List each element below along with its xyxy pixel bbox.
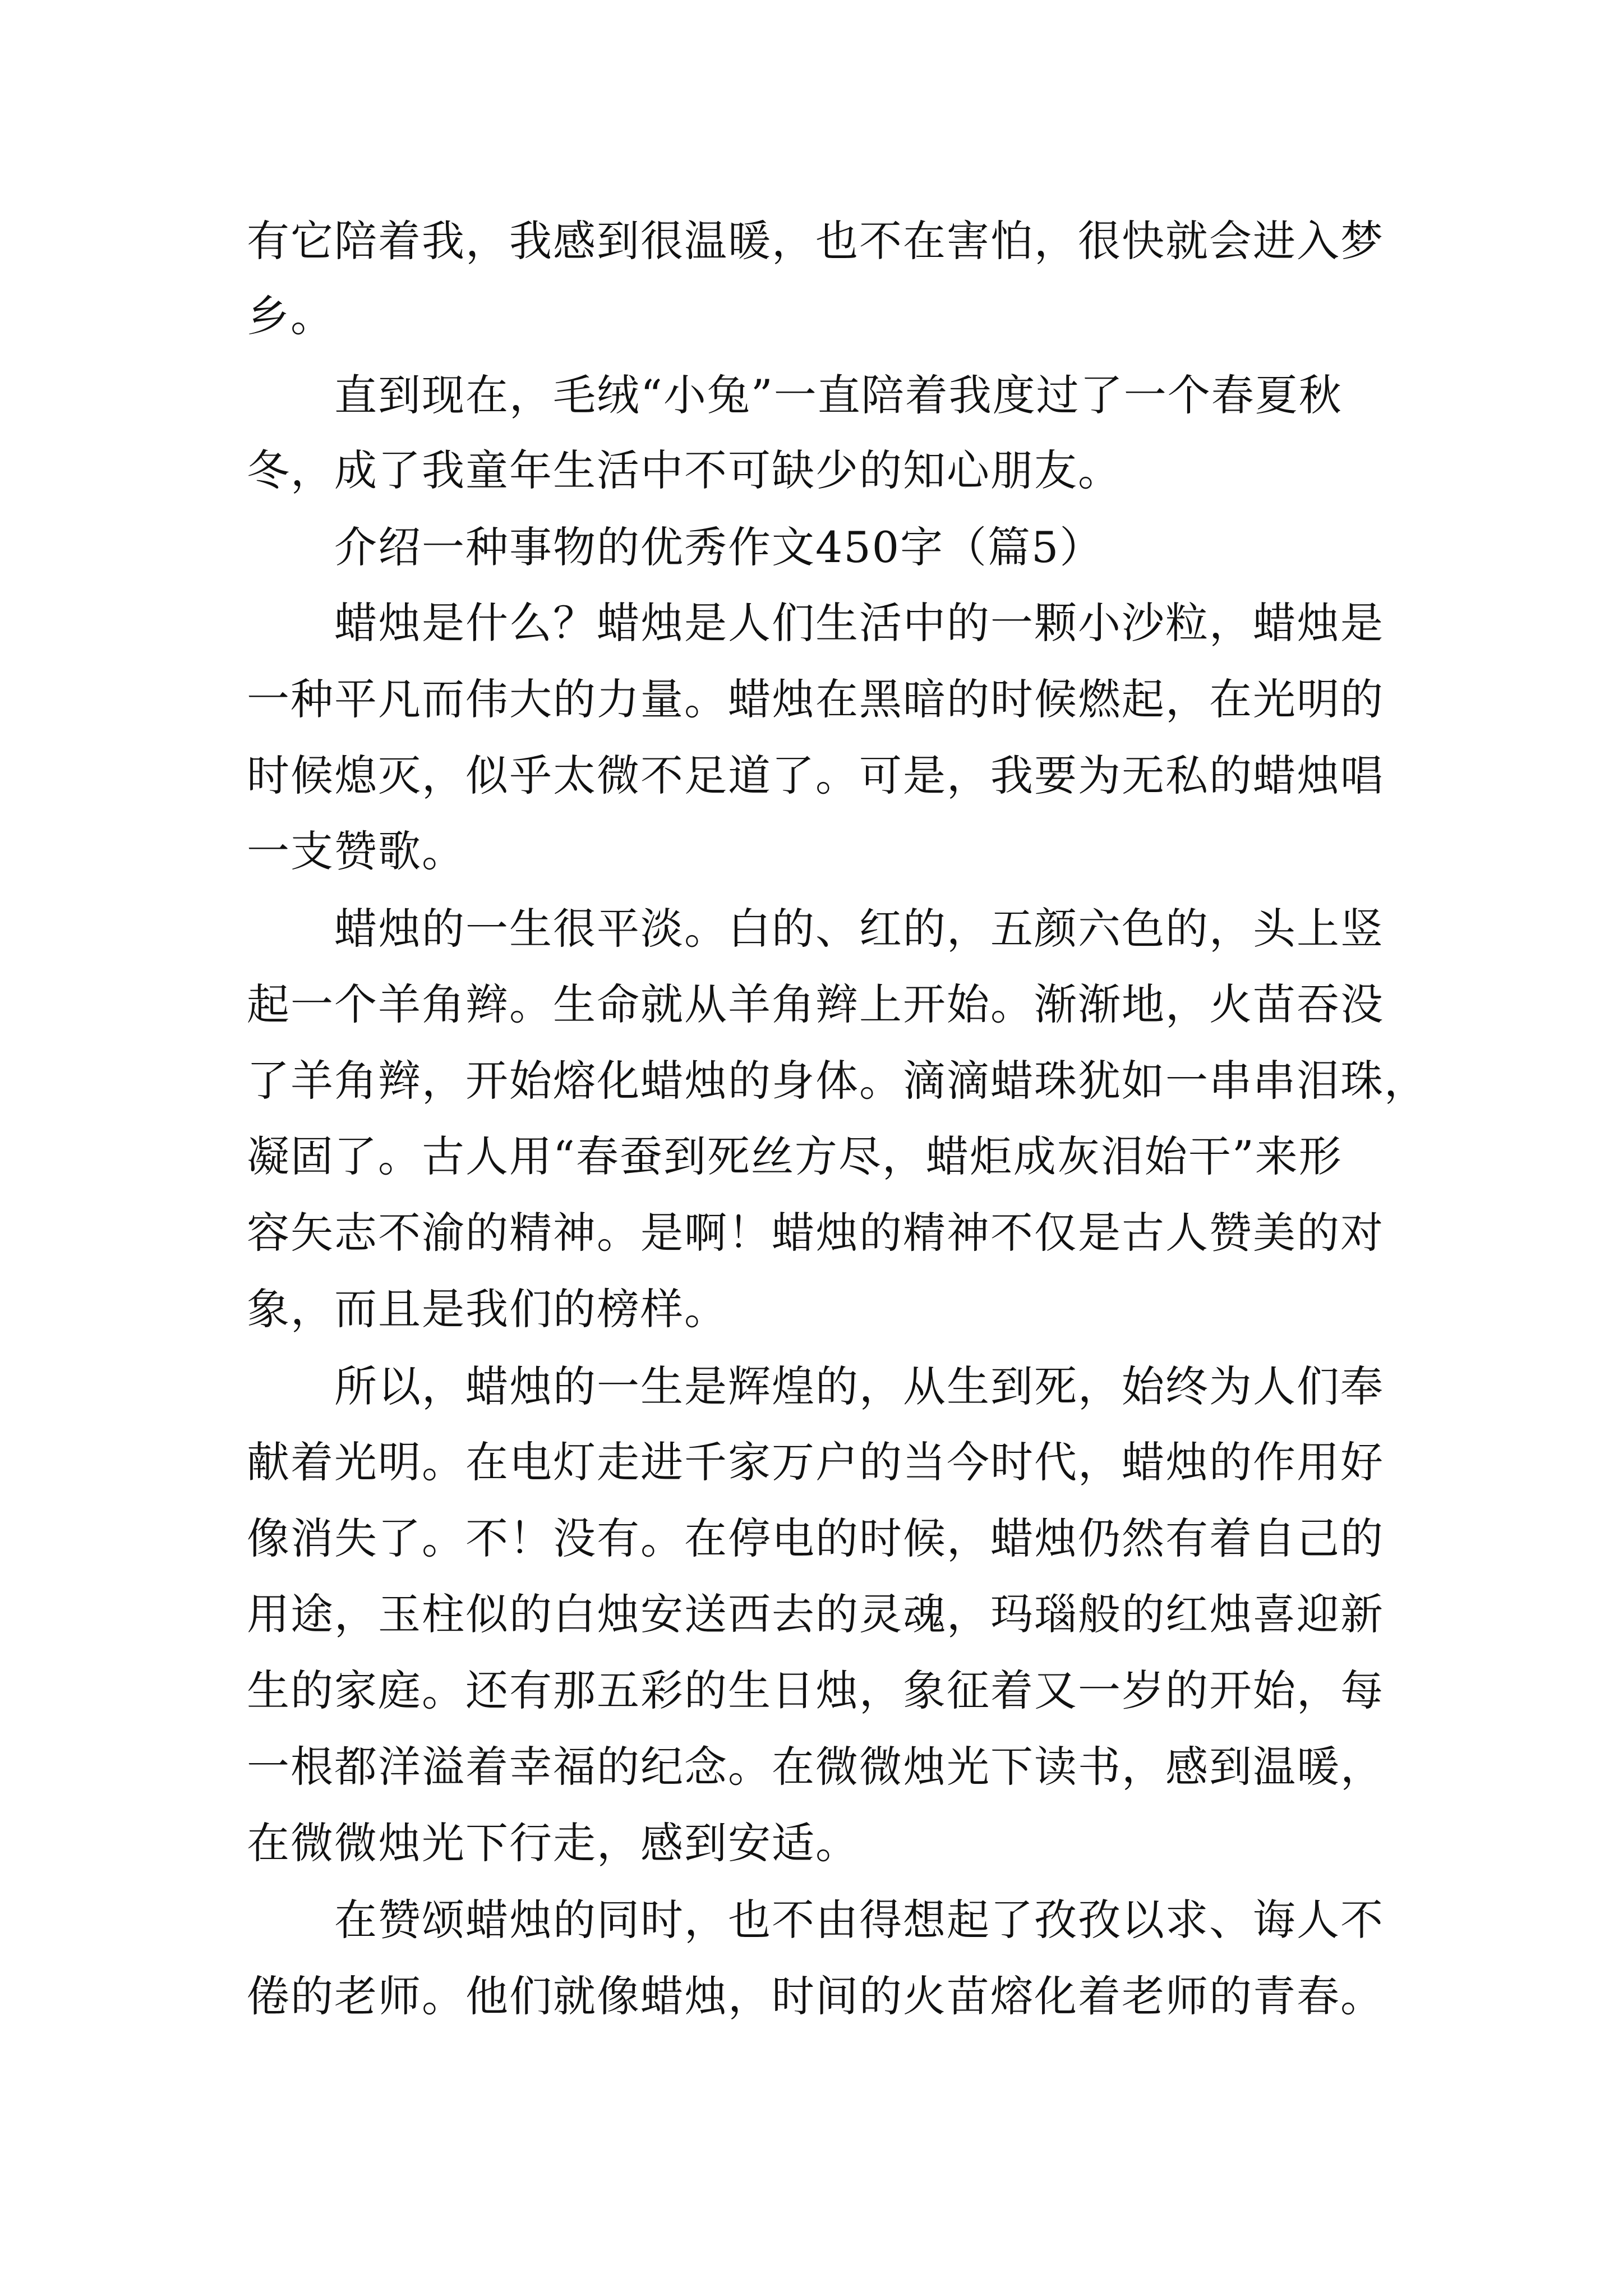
text-line: 一支赞歌。 xyxy=(247,826,465,876)
text-line: 容矢志不渝的精神。是啊！蜡烛的精神不仅是古人赞美的对 xyxy=(247,1208,1384,1258)
text-line: 生的家庭。还有那五彩的生日烛，象征着又一岁的开始，每 xyxy=(247,1665,1384,1715)
text-line: 一种平凡而伟大的力量。蜡烛在黑暗的时候燃起，在光明的 xyxy=(247,674,1384,724)
text-line: 乡。 xyxy=(247,291,334,341)
text-line: 有它陪着我，我感到很温暖，也不在害怕，很快就会进入梦 xyxy=(247,216,1384,266)
text-line: 献着光明。在电灯走进千家万户的当今时代，蜡烛的作用好 xyxy=(247,1437,1384,1487)
section-heading: 介绍一种事物的优秀作文450字（篇5） xyxy=(334,522,1104,572)
text-line: 像消失了。不！没有。在停电的时候，蜡烛仍然有着自己的 xyxy=(247,1513,1384,1563)
text-line: 在赞颂蜡烛的同时，也不由得想起了孜孜以求、诲人不 xyxy=(334,1895,1384,1945)
text-line: 凝固了。古人用“春蚕到死丝方尽，蜡炬成灰泪始干”来形 xyxy=(247,1131,1343,1181)
text-line: 冬，成了我童年生活中不可缺少的知心朋友。 xyxy=(247,445,1122,495)
text-line: 蜡烛的一生很平淡。白的、红的，五颜六色的，头上竖 xyxy=(334,904,1384,954)
text-line: 象，而且是我们的榜样。 xyxy=(247,1284,728,1334)
text-line: 时候熄灭，似乎太微不足道了。可是，我要为无私的蜡烛唱 xyxy=(247,751,1384,800)
text-line: 所以，蜡烛的一生是辉煌的，从生到死，始终为人们奉 xyxy=(334,1361,1384,1411)
text-line: 直到现在，毛绒“小兔”一直陪着我度过了一个春夏秋 xyxy=(334,370,1343,420)
text-line: 了羊角辫，开始熔化蜡烛的身体。滴滴蜡珠犹如一串串泪珠， xyxy=(247,1056,1428,1106)
text-line: 蜡烛是什么？蜡烛是人们生活中的一颗小沙粒，蜡烛是 xyxy=(334,598,1384,648)
text-line: 用途，玉柱似的白烛安送西去的灵魂，玛瑙般的红烛喜迎新 xyxy=(247,1589,1384,1639)
text-line: 在微微烛光下行走，感到安适。 xyxy=(247,1818,859,1868)
text-line: 倦的老师。他们就像蜡烛，时间的火苗熔化着老师的青春。 xyxy=(247,1971,1384,2021)
text-line: 一根都洋溢着幸福的纪念。在微微烛光下读书，感到温暖， xyxy=(247,1742,1384,1792)
text-line: 起一个羊角辫。生命就从羊角辫上开始。渐渐地，火苗吞没 xyxy=(247,979,1384,1029)
